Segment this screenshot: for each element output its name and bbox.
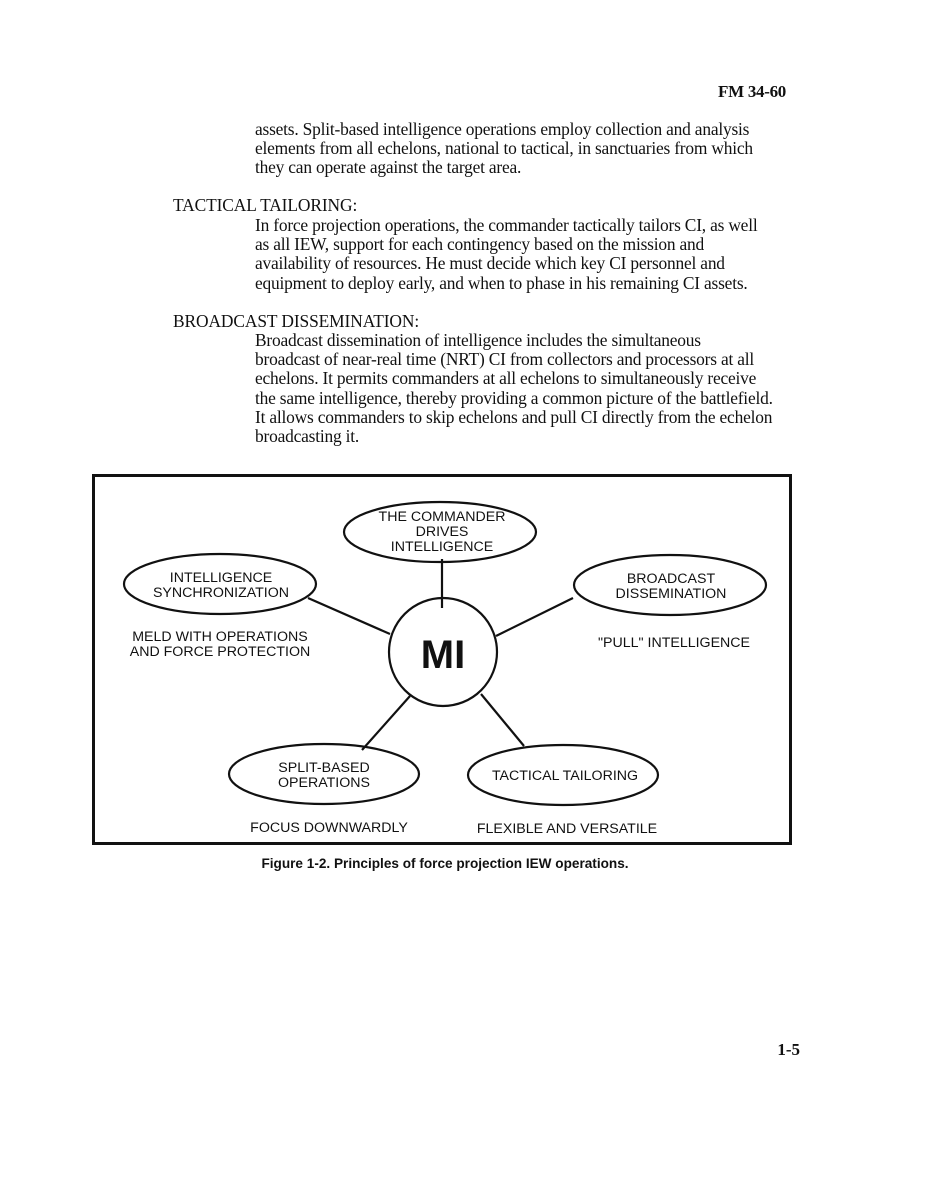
node-caption-line: "PULL" INTELLIGENCE	[598, 635, 750, 651]
node-label-line: DISSEMINATION	[615, 586, 727, 602]
principles-diagram	[92, 474, 798, 850]
paragraph-line: In force projection operations, the commander tactically tailors CI, as well	[255, 215, 758, 235]
paragraph-line: broadcasting it.	[255, 426, 360, 447]
node-label-line: INTELLIGENCE	[169, 570, 273, 586]
node-label-line: BROADCAST	[626, 571, 716, 587]
node-caption-line: FOCUS DOWNWARDLY	[250, 820, 408, 836]
paragraph-line: echelons. It permits commanders at all echelons to simultaneously receive	[255, 368, 757, 389]
section-heading: BROADCAST DISSEMINATION:	[173, 311, 420, 331]
paragraph-line: elements from all echelons, national to tactical, in sanctuaries from which	[255, 138, 753, 159]
document-id: FM 34-60	[718, 82, 786, 101]
paragraph-line: Broadcast dissemination of intelligence includes the simultaneous	[255, 330, 701, 350]
paragraph-line: It allows commanders to skip echelons and pull CI directly from the echelon	[255, 406, 773, 427]
node-label-line: THE COMMANDER	[378, 509, 506, 525]
node-label-line: DRIVES	[415, 524, 469, 540]
connector-line	[496, 598, 573, 636]
section-body-tactical-tailoring	[255, 216, 815, 293]
connector-line	[308, 598, 390, 634]
node-label-line: OPERATIONS	[278, 775, 370, 791]
node-caption-line: MELD WITH OPERATIONS	[132, 629, 308, 645]
paragraph-line: equipment to deploy early, and when to phase in his remaining CI assets.	[255, 272, 748, 293]
section-heading-broadcast-dissemination	[173, 311, 419, 332]
section-heading-tactical-tailoring	[173, 195, 357, 216]
node-label-line: SPLIT-BASED	[278, 760, 370, 776]
section-body-broadcast-dissemination	[255, 331, 815, 446]
paragraph-line: they can operate against the target area.	[255, 157, 522, 178]
paragraph-line: assets. Split-based intelligence operations employ collection and analysis	[255, 119, 750, 139]
node-label-line: INTELLIGENCE	[390, 539, 494, 555]
paragraph-line: broadcast of near-real time (NRT) CI from collectors and processors at all	[255, 349, 755, 370]
node-label-line: TACTICAL TAILORING	[491, 768, 639, 784]
paragraph-line: as all IEW, support for each contingency based on the mission and	[255, 234, 705, 255]
figure-caption: Figure 1-2. Principles of force projection IEW operations.	[261, 856, 629, 871]
node-caption-line: AND FORCE PROTECTION	[129, 644, 311, 660]
connector-line	[362, 696, 410, 750]
mi-label: MI	[420, 633, 466, 677]
paragraph-line: availability of resources. He must decide which key CI personnel and	[255, 253, 725, 274]
connector-line	[481, 694, 524, 746]
section-heading: TACTICAL TAILORING:	[173, 195, 358, 215]
node-caption-line: FLEXIBLE AND VERSATILE	[476, 821, 658, 837]
page-number: 1-5	[777, 1040, 800, 1059]
node-label-line: SYNCHRONIZATION	[152, 585, 290, 601]
paragraph-line: the same intelligence, thereby providing a common picture of the battlefield.	[255, 387, 773, 408]
intro-paragraph	[255, 120, 815, 178]
